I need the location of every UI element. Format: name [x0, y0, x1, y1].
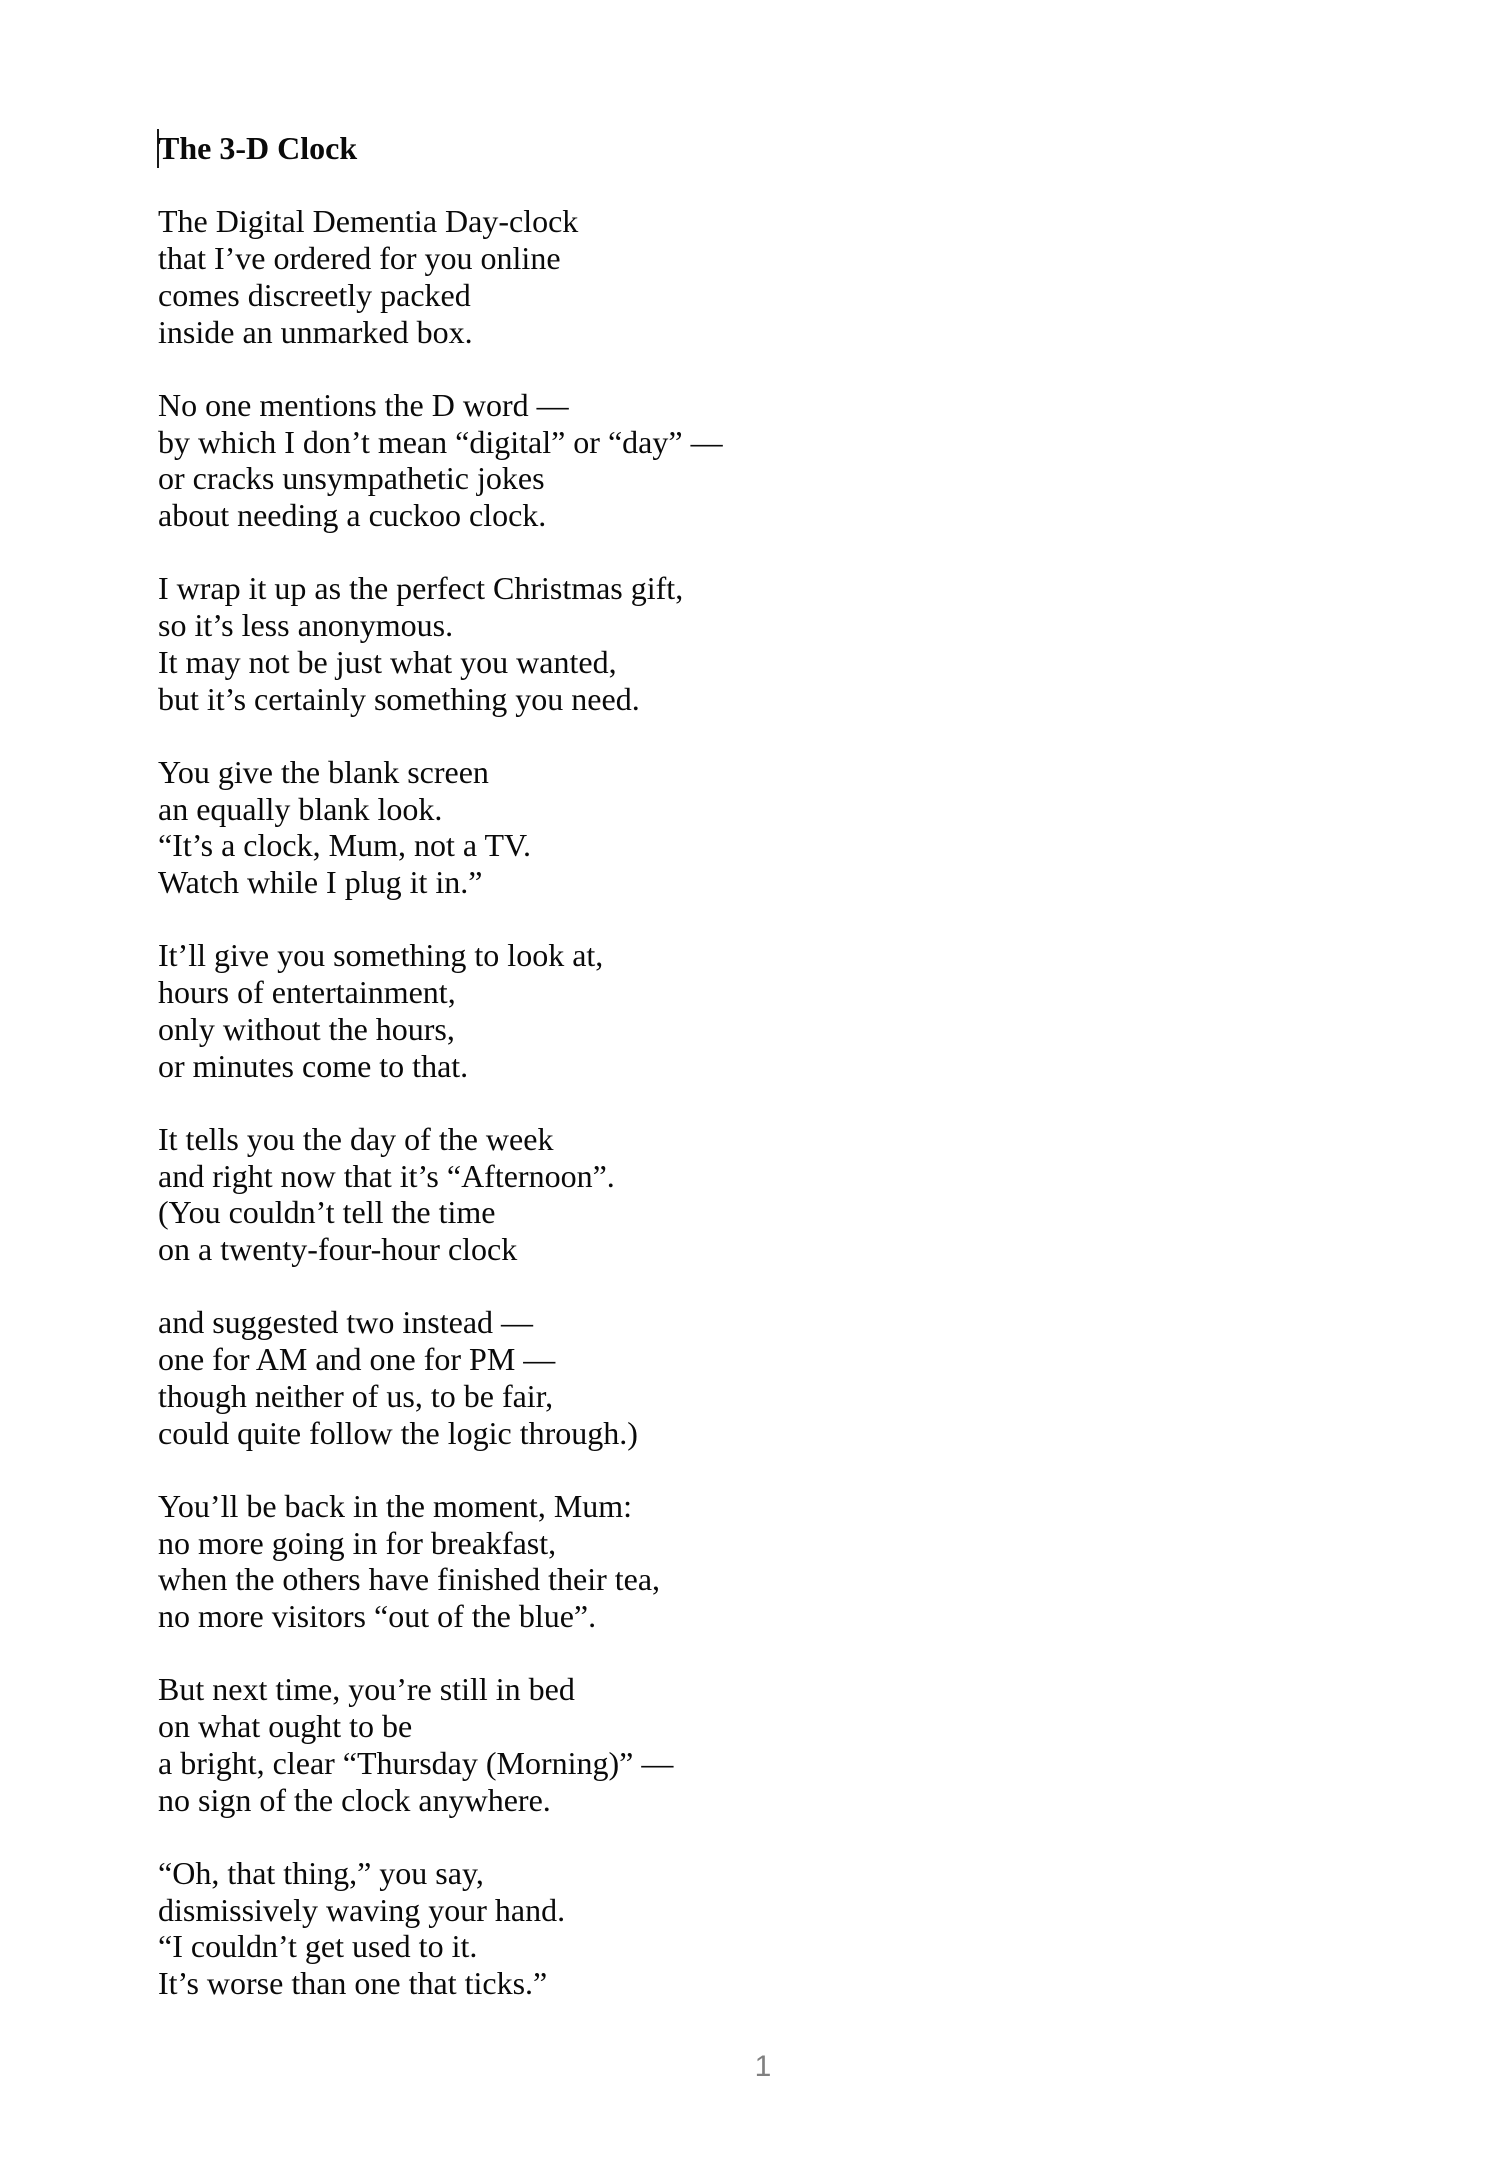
poem-line[interactable]: no more going in for breakfast,: [158, 1524, 557, 1561]
poem-line[interactable]: No one mentions the D word —: [158, 386, 569, 423]
stanza: [158, 1121, 1338, 1268]
poem-line[interactable]: but it’s certainly something you need.: [158, 680, 640, 717]
poem-line[interactable]: about needing a cuckoo clock.: [158, 497, 547, 533]
poem-line[interactable]: could quite follow the logic through.): [158, 1414, 638, 1451]
poem-line[interactable]: hours of entertainment,: [158, 974, 456, 1011]
poem-line[interactable]: and suggested two instead —: [158, 1304, 534, 1341]
poem-line[interactable]: only without the hours,: [158, 1010, 455, 1047]
poem-line[interactable]: and right now that it’s “Afternoon”.: [158, 1157, 615, 1194]
poem-line[interactable]: It’s worse than one that ticks.”: [158, 1965, 548, 2001]
stanza: [158, 1488, 1338, 1635]
poem-line[interactable]: one for AM and one for PM —: [158, 1341, 556, 1378]
poem-line[interactable]: It’ll give you something to look at,: [158, 937, 604, 974]
poem-line[interactable]: You’ll be back in the moment, Mum:: [158, 1487, 633, 1524]
stanza: [158, 1304, 1338, 1451]
poem-line[interactable]: no sign of the clock anywhere.: [158, 1781, 551, 1818]
poem-line[interactable]: when the others have finished their tea,: [158, 1561, 661, 1598]
stanza: [158, 937, 1338, 1084]
poem-line[interactable]: or minutes come to that.: [158, 1047, 469, 1084]
poem-line[interactable]: a bright, clear “Thursday (Morning)” —: [158, 1744, 674, 1781]
stanza: [158, 203, 1338, 350]
poem-line[interactable]: The Digital Dementia Day-clock: [158, 203, 579, 240]
poem-line[interactable]: dismissively waving your hand.: [158, 1891, 566, 1928]
page-number: 1: [754, 2050, 772, 2083]
poem-line[interactable]: by which I don’t mean “digital” or “day” —: [158, 423, 723, 460]
stanza: [158, 754, 1338, 901]
poem-line[interactable]: But next time, you’re still in bed: [158, 1671, 575, 1708]
poem-line[interactable]: so it’s less anonymous.: [158, 607, 454, 644]
poem-line[interactable]: I wrap it up as the perfect Christmas gift,: [158, 570, 684, 607]
poem-line[interactable]: inside an unmarked box.: [158, 313, 473, 350]
stanza: [158, 570, 1338, 717]
poem-title[interactable]: The 3-D Clock: [158, 130, 358, 166]
stanza: [158, 387, 1338, 534]
poem-line[interactable]: It may not be just what you wanted,: [158, 643, 617, 680]
poem-line[interactable]: “It’s a clock, Mum, not a TV.: [158, 827, 531, 864]
poem-line[interactable]: You give the blank screen: [158, 753, 489, 790]
poem-line[interactable]: though neither of us, to be fair,: [158, 1377, 554, 1414]
poem-line[interactable]: “Oh, that thing,” you say,: [158, 1854, 484, 1891]
poem-text-area[interactable]: [158, 130, 1338, 2002]
poem-line[interactable]: It tells you the day of the week: [158, 1120, 554, 1157]
poem-line[interactable]: or cracks unsympathetic jokes: [158, 460, 545, 497]
stanza: [158, 1671, 1338, 1818]
poem-line[interactable]: (You couldn’t tell the time: [158, 1194, 496, 1231]
poem-line[interactable]: “I couldn’t get used to it.: [158, 1928, 478, 1965]
poem-line[interactable]: Watch while I plug it in.”: [158, 864, 483, 900]
stanza: [158, 1855, 1338, 2002]
poem-line[interactable]: comes discreetly packed: [158, 276, 471, 313]
poem-line[interactable]: that I’ve ordered for you online: [158, 240, 561, 277]
poem-line[interactable]: on a twenty-four-hour clock: [158, 1231, 518, 1267]
poem-line[interactable]: an equally blank look.: [158, 790, 443, 827]
poem-line[interactable]: no more visitors “out of the blue”.: [158, 1598, 597, 1634]
poem-line[interactable]: on what ought to be: [158, 1708, 413, 1745]
